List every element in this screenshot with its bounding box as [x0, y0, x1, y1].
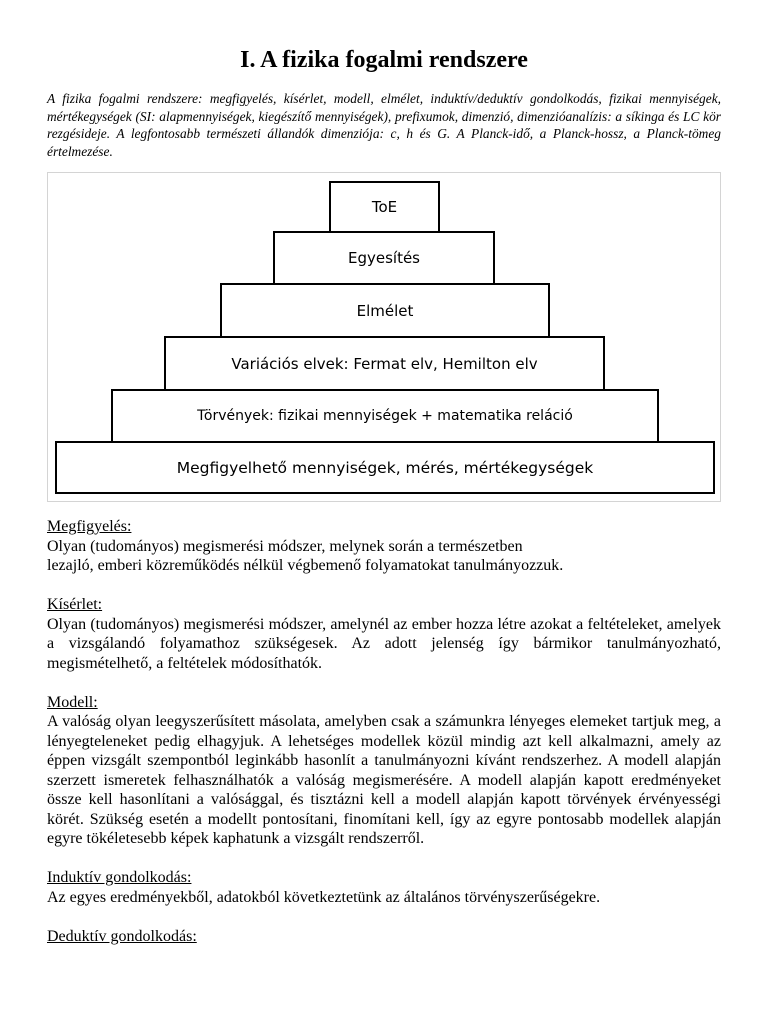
- concept-pyramid-figure: [47, 172, 721, 502]
- section-body: Az egyes eredményekből, adatokból következtetünk az általános törvényszerűségekre.: [47, 888, 601, 906]
- section-title: Deduktív gondolkodás:: [47, 927, 197, 945]
- intro-paragraph: A fizika fogalmi rendszere: megfigyelés, kísérlet, modell, elmélet, induktív/deduktív gondolkodás, fizikai mennyiségek, mértékegységek (SI: alapmennyiségek, kiegészítő mennyiségek), prefixumok, dimenzió, dimenzióanalízis: a síkinga és LC kör rezgésideje. A legfontosabb természeti állandók dimenziója: c, h és G. A Planck-idő, a Planck-hossz, a Planck-tömeg értelmezése.: [47, 91, 721, 159]
- section-body: A valóság olyan leegyszerűsített másolata, amelyben csak a számunkra lényeges elemeket tartjuk meg, a lényegteleneket pedig elhagyjuk. A lehetséges modellek közül mindig azt kell alkalmazni, amely az éppen vizsgált szempontból leginkább hasonlít a tanulmányozni kívánt rendszerhez. A modell alapján szerzett ismeretek felhasználhatók a valóság megismerésére. A modell alapján kapott eredményeket össze kell hasonlítani a valósággal, és tisztázni kell a modell alapján kapott törvények érvényességi körét. Szükség esetén a modellt pontosítani, finomítani kell, így az egyre pontosabb modellek alapján egyre tökéletesebb képek kaphatunk a vizsgált rendszerről.: [47, 713, 721, 847]
- definitions: [47, 517, 721, 966]
- section-body: [47, 537, 721, 576]
- body-line: lezajló, emberi közreműködés nélkül végbemenő folyamatokat tanulmányozzuk.: [47, 557, 564, 574]
- pyramid-tier-unification: Egyesítés: [273, 231, 495, 285]
- section-model: [47, 693, 721, 849]
- section-title: Modell:: [47, 693, 98, 711]
- section-title: Megfigyelés:: [47, 518, 132, 535]
- pyramid-tier-toe: ToE: [329, 181, 440, 233]
- pyramid-tier-variational-principles: Variációs elvek: Fermat elv, Hemilton elv: [164, 336, 605, 391]
- pyramid-tier-theory: Elmélet: [220, 283, 550, 338]
- section-observation: [47, 517, 721, 576]
- pyramid-tier-laws: Törvények: fizikai mennyiségek + matematika reláció: [111, 389, 659, 443]
- section-experiment: [47, 595, 721, 673]
- pyramid-tier-observables: Megfigyelhető mennyiségek, mérés, mértékegységek: [55, 441, 715, 494]
- body-line: Olyan (tudományos) megismerési módszer, melynek során a természetben: [47, 537, 523, 555]
- section-deductive-thinking: [47, 927, 721, 947]
- section-title: Induktív gondolkodás:: [47, 869, 192, 886]
- section-title: Kísérlet:: [47, 596, 103, 613]
- section-inductive-thinking: [47, 868, 721, 907]
- page-title: I. A fizika fogalmi rendszere: [240, 47, 528, 73]
- section-body: Olyan (tudományos) megismerési módszer, amelynél az ember hozza létre azokat a feltételeket, amelyek a vizsgálandó folyamathoz szükségesek. Az adott jelenség így bármikor tanulmányozható, megismételhető, a feltételek módosíthatók.: [47, 615, 721, 672]
